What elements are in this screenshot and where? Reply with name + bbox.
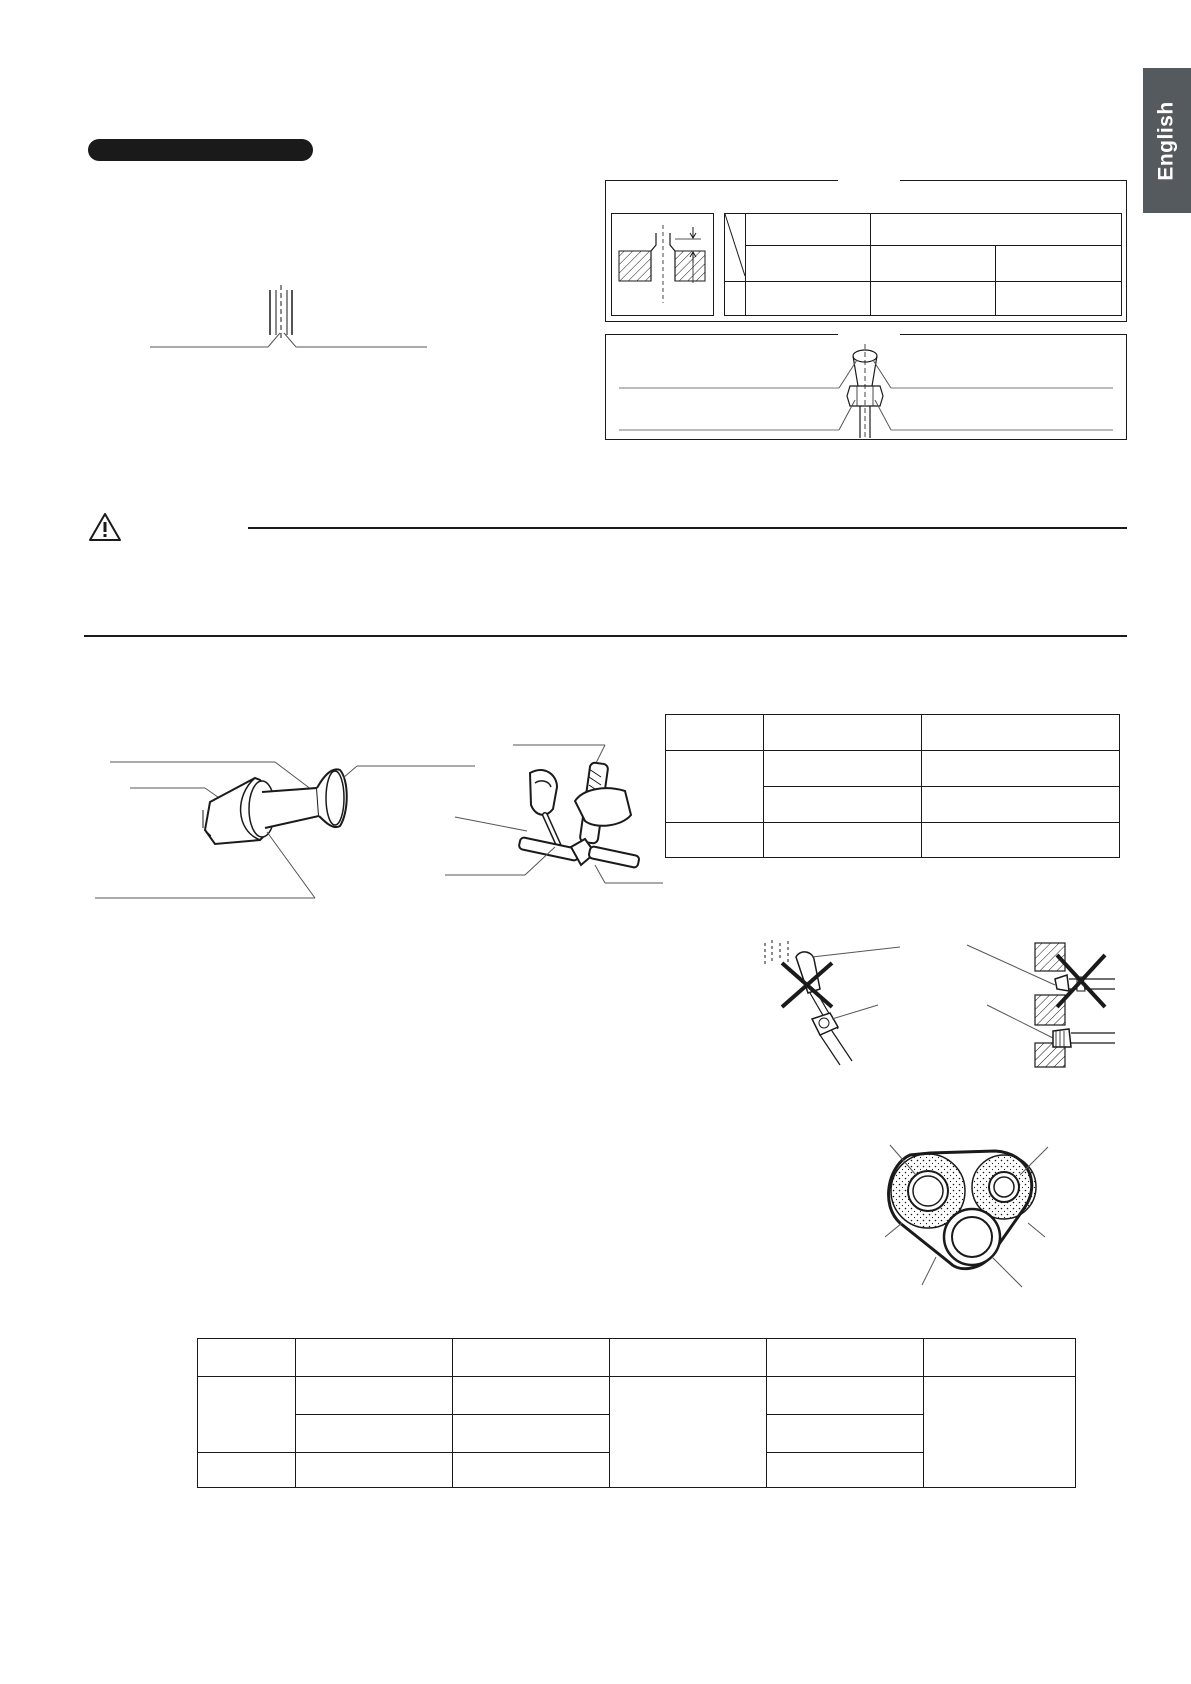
pipe-table-cell	[767, 1377, 924, 1415]
flare-table-header-cell	[746, 214, 871, 246]
pipe-table-cell	[924, 1377, 1076, 1488]
torque-table-cell	[922, 823, 1120, 858]
torque-table-cell	[666, 751, 764, 823]
pipe-table-cell	[198, 1377, 296, 1453]
pipe-table-cell	[296, 1415, 453, 1453]
pipe-table-cell	[296, 1453, 453, 1488]
flare-table-subheader-cell	[996, 245, 1122, 281]
flare-box-title-gap	[838, 176, 900, 184]
wall-penetration-figure	[965, 935, 1125, 1070]
pipe-insulation-bundle-figure	[880, 1135, 1050, 1295]
pipe-table-cell	[453, 1453, 610, 1488]
pipe-size-table	[197, 1338, 1076, 1488]
flare-table-subheader-cell	[746, 245, 871, 281]
pipe-table-cell	[767, 1453, 924, 1488]
flare-connection-figure	[95, 740, 480, 905]
flare-table-cell	[996, 282, 1122, 316]
torque-table-header-cell	[764, 715, 922, 751]
pipe-table-header-cell	[767, 1339, 924, 1377]
flare-table-cell	[746, 282, 871, 316]
flare-table-header-cell	[871, 214, 1122, 246]
pipe-table-cell	[198, 1453, 296, 1488]
section-divider	[84, 635, 1127, 637]
pipe-table-cell	[453, 1415, 610, 1453]
torque-table-header-cell	[666, 715, 764, 751]
torque-table-cell	[764, 787, 922, 823]
flare-table-cell	[871, 282, 996, 316]
flare-nut-figure	[605, 334, 1127, 440]
pipe-table-header-cell	[296, 1339, 453, 1377]
pipe-table-header-cell	[924, 1339, 1076, 1377]
two-wrenches-figure	[445, 735, 665, 895]
flare-table-cell	[725, 282, 746, 316]
pipe-end-protection-figure	[760, 935, 910, 1065]
tightening-torque-table	[665, 714, 1120, 858]
torque-table-cell	[922, 787, 1120, 823]
torque-table-cell	[764, 823, 922, 858]
pipe-table-header-cell	[198, 1339, 296, 1377]
pipe-table-cell	[610, 1377, 767, 1488]
flare-dimension-table	[724, 213, 1122, 316]
flare-table-corner	[725, 214, 746, 282]
flare-table-subheader-cell	[871, 245, 996, 281]
torque-table-cell	[666, 823, 764, 858]
torque-table-cell	[764, 751, 922, 787]
pipe-cut-figure	[150, 285, 430, 355]
language-tab-label: English	[1155, 100, 1178, 181]
pipe-table-header-cell	[610, 1339, 767, 1377]
pipe-table-cell	[453, 1377, 610, 1415]
pipe-table-cell	[296, 1377, 453, 1415]
warning-triangle-icon	[88, 512, 122, 542]
pipe-table-header-cell	[453, 1339, 610, 1377]
flare-section-figure	[611, 213, 714, 316]
language-tab[interactable]	[1143, 68, 1191, 213]
torque-table-header-cell	[922, 715, 1120, 751]
pipe-table-cell	[767, 1415, 924, 1453]
section-header-bar	[88, 139, 313, 161]
torque-table-cell	[922, 751, 1120, 787]
caution-rule	[248, 527, 1127, 529]
